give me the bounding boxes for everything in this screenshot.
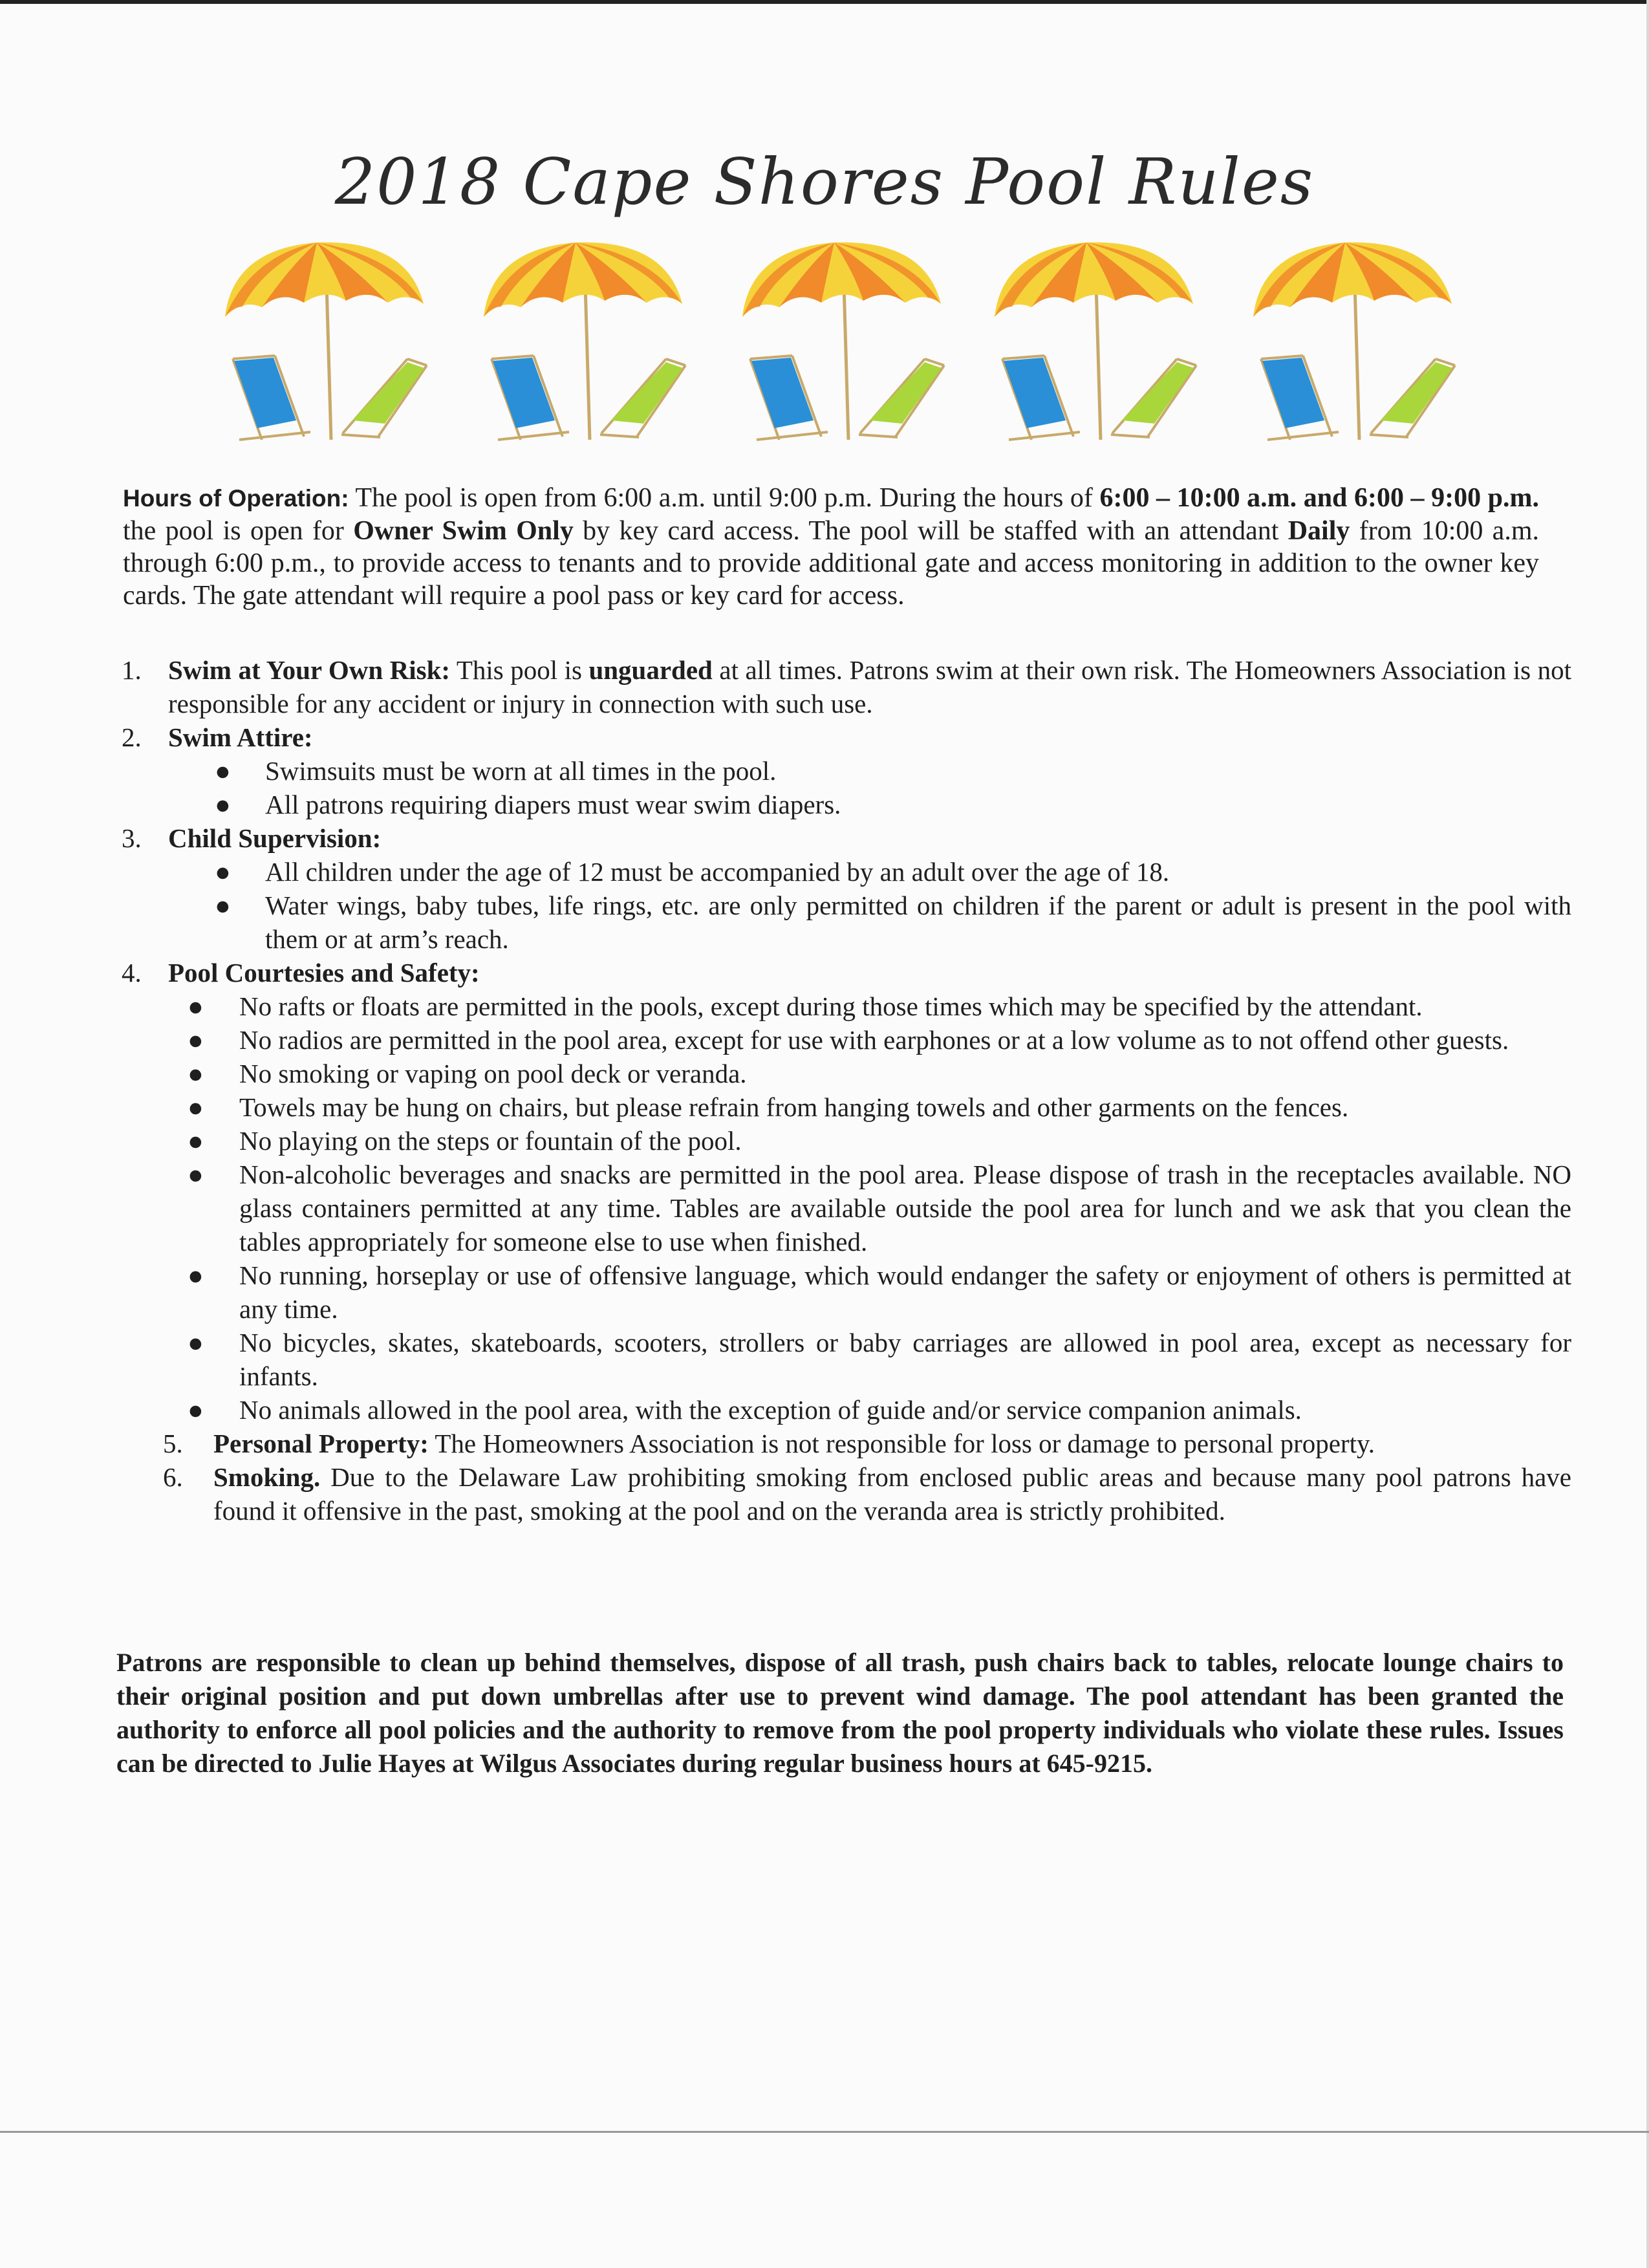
scan-edge-bottom xyxy=(0,2131,1649,2133)
rule-text: Due to the Delaware Law prohibiting smoking from enclosed public areas and because many pool patrons have found it offensive in the past, smoking at the pool and on the veranda area is strictly prohibited. xyxy=(213,1462,1571,1526)
rule-text: This pool is xyxy=(450,655,589,685)
hours-text: from 10:00 a.m. through 6:00 p.m., to provide access to tenants and to provide additional gate and access monitoring in addition to the owner key cards. The gate attendant will require a pool pass or key card for access. xyxy=(123,516,1539,610)
rule-emphasis: unguarded xyxy=(588,655,713,685)
scan-edge-right xyxy=(1646,0,1649,2268)
rule-number: 4. xyxy=(122,958,142,988)
hours-text: by key card access. The pool will be staffed with an attendant xyxy=(573,516,1288,546)
rule-child-supervision xyxy=(116,821,1571,855)
scan-edge-top xyxy=(0,0,1649,4)
bullet-icon: ● xyxy=(215,756,231,786)
rule-swim-attire xyxy=(116,720,1571,754)
list-item xyxy=(116,1393,1571,1427)
rule-number: 6. xyxy=(163,1462,183,1492)
bullet-icon: ● xyxy=(215,857,231,887)
hours-owner-times: 6:00 – 10:00 a.m. and 6:00 – 9:00 p.m. xyxy=(1099,483,1539,513)
beach-umbrella-chairs-icon xyxy=(1242,226,1461,446)
list-item-text: All children under the age of 12 must be accompanied by an adult over the age of 18. xyxy=(265,857,1170,887)
rule-pool-courtesies xyxy=(116,956,1571,989)
list-item xyxy=(116,1023,1571,1057)
rule-heading: Smoking. xyxy=(213,1462,321,1492)
bullet-icon: ● xyxy=(188,1092,204,1122)
bullet-icon: ● xyxy=(215,891,231,920)
bullet-icon: ● xyxy=(188,1328,204,1357)
rule-heading: Pool Courtesies and Safety: xyxy=(168,958,480,988)
list-item-text: No animals allowed in the pool area, with the exception of guide and/or service companion animals. xyxy=(239,1395,1302,1425)
list-item xyxy=(116,1057,1571,1090)
list-item-text: Towels may be hung on chairs, but please refrain from hanging towels and other garments on the fences. xyxy=(239,1092,1349,1122)
list-item xyxy=(116,1124,1571,1158)
list-item xyxy=(116,1158,1571,1258)
list-item-text: Swimsuits must be worn at all times in the pool. xyxy=(265,756,777,786)
bullet-icon: ● xyxy=(215,790,231,819)
bullet-icon: ● xyxy=(188,1395,204,1425)
beach-umbrella-chairs-icon xyxy=(983,226,1203,446)
rule-text: The Homeowners Association is not responsible for loss or damage to personal property. xyxy=(428,1429,1375,1458)
list-item xyxy=(116,1258,1571,1326)
rule-heading: Personal Property: xyxy=(213,1429,429,1458)
umbrella-illustration-row xyxy=(213,226,1468,446)
list-item-text: Non-alcoholic beverages and snacks are permitted in the pool area. Please dispose of trash in the receptacles available. NO glass containers permitted at any time. Tables are available outside the pool area for lunch and we ask that you clean the tables appropriately for someone else to use when finished. xyxy=(239,1160,1571,1257)
beach-umbrella-chairs-icon xyxy=(472,226,692,446)
list-item xyxy=(116,889,1571,956)
list-item-text: No radios are permitted in the pool area, except for use with earphones or at a low volume as to not offend other guests. xyxy=(239,1025,1509,1055)
list-item-text: No playing on the steps or fountain of the pool. xyxy=(239,1126,742,1156)
rule-text: at all times. Patrons swim at their own risk. The Homeowners Association is not responsible for any accident or injury in connection with such use. xyxy=(168,655,1571,718)
child-supervision-list xyxy=(116,855,1571,956)
list-item-text: No bicycles, skates, skateboards, scooters, strollers or baby carriages are allowed in pool area, except as necessary for infants. xyxy=(239,1328,1571,1391)
bullet-icon: ● xyxy=(188,1025,204,1055)
page-title: 2018 Cape Shores Pool Rules xyxy=(334,146,1315,219)
rule-number: 5. xyxy=(163,1429,183,1458)
list-item xyxy=(116,855,1571,889)
list-item xyxy=(116,788,1571,821)
rule-heading: Swim at Your Own Risk: xyxy=(168,655,451,685)
rule-number: 3. xyxy=(122,823,142,853)
patrons-responsibility-notice: Patrons are responsible to clean up behind themselves, dispose of all trash, push chairs back to tables, relocate lounge chairs to their original position and put down umbrellas after use to prevent wind damage. The pool attendant has been granted the authority to enforce all pool policies and the authority to remove from the pool property individuals who violate these rules. Issues can be directed to Julie Hayes at Wilgus Associates during regular business hours at 645-9215. xyxy=(116,1648,1564,1778)
bullet-icon: ● xyxy=(188,1126,204,1156)
bullet-icon: ● xyxy=(188,991,204,1021)
hours-text: The pool is open from 6:00 a.m. until 9:00 p.m. During the hours of xyxy=(349,483,1100,513)
hours-daily: Daily xyxy=(1288,516,1350,546)
rule-personal-property xyxy=(116,1427,1571,1460)
bullet-icon: ● xyxy=(188,1160,204,1189)
hours-label: Hours of Operation: xyxy=(123,485,349,512)
bullet-icon: ● xyxy=(188,1059,204,1088)
list-item-text: No running, horseplay or use of offensive language, which would endanger the safety or enjoyment of others is permitted at any time. xyxy=(239,1260,1571,1324)
list-item-text: No smoking or vaping on pool deck or veranda. xyxy=(239,1059,747,1088)
rule-number: 2. xyxy=(122,722,142,752)
rule-smoking xyxy=(116,1460,1571,1528)
list-item xyxy=(116,989,1571,1023)
beach-umbrella-chairs-icon xyxy=(213,226,433,446)
list-item-text: All patrons requiring diapers must wear swim diapers. xyxy=(265,790,841,819)
beach-umbrella-chairs-icon xyxy=(731,226,951,446)
pool-courtesies-list xyxy=(116,989,1571,1427)
list-item-text: No rafts or floats are permitted in the pools, except during those times which may be specified by the attendant. xyxy=(239,991,1423,1021)
rule-heading: Child Supervision: xyxy=(168,823,382,853)
swim-attire-list xyxy=(116,754,1571,821)
rule-swim-risk xyxy=(116,653,1571,720)
list-item xyxy=(116,1090,1571,1124)
list-item xyxy=(116,1326,1571,1393)
rule-heading: Swim Attire: xyxy=(168,722,313,752)
hours-owner-swim: Owner Swim Only xyxy=(353,516,574,546)
rules-list xyxy=(116,653,1571,1528)
rule-number: 1. xyxy=(122,655,142,685)
list-item xyxy=(116,754,1571,788)
list-item-text: Water wings, baby tubes, life rings, etc. are only permitted on children if the parent or adult is present in the pool with them or at arm’s reach. xyxy=(265,891,1571,954)
hours-text: the pool is open for xyxy=(123,516,354,546)
hours-of-operation xyxy=(123,482,1539,612)
bullet-icon: ● xyxy=(188,1260,204,1290)
